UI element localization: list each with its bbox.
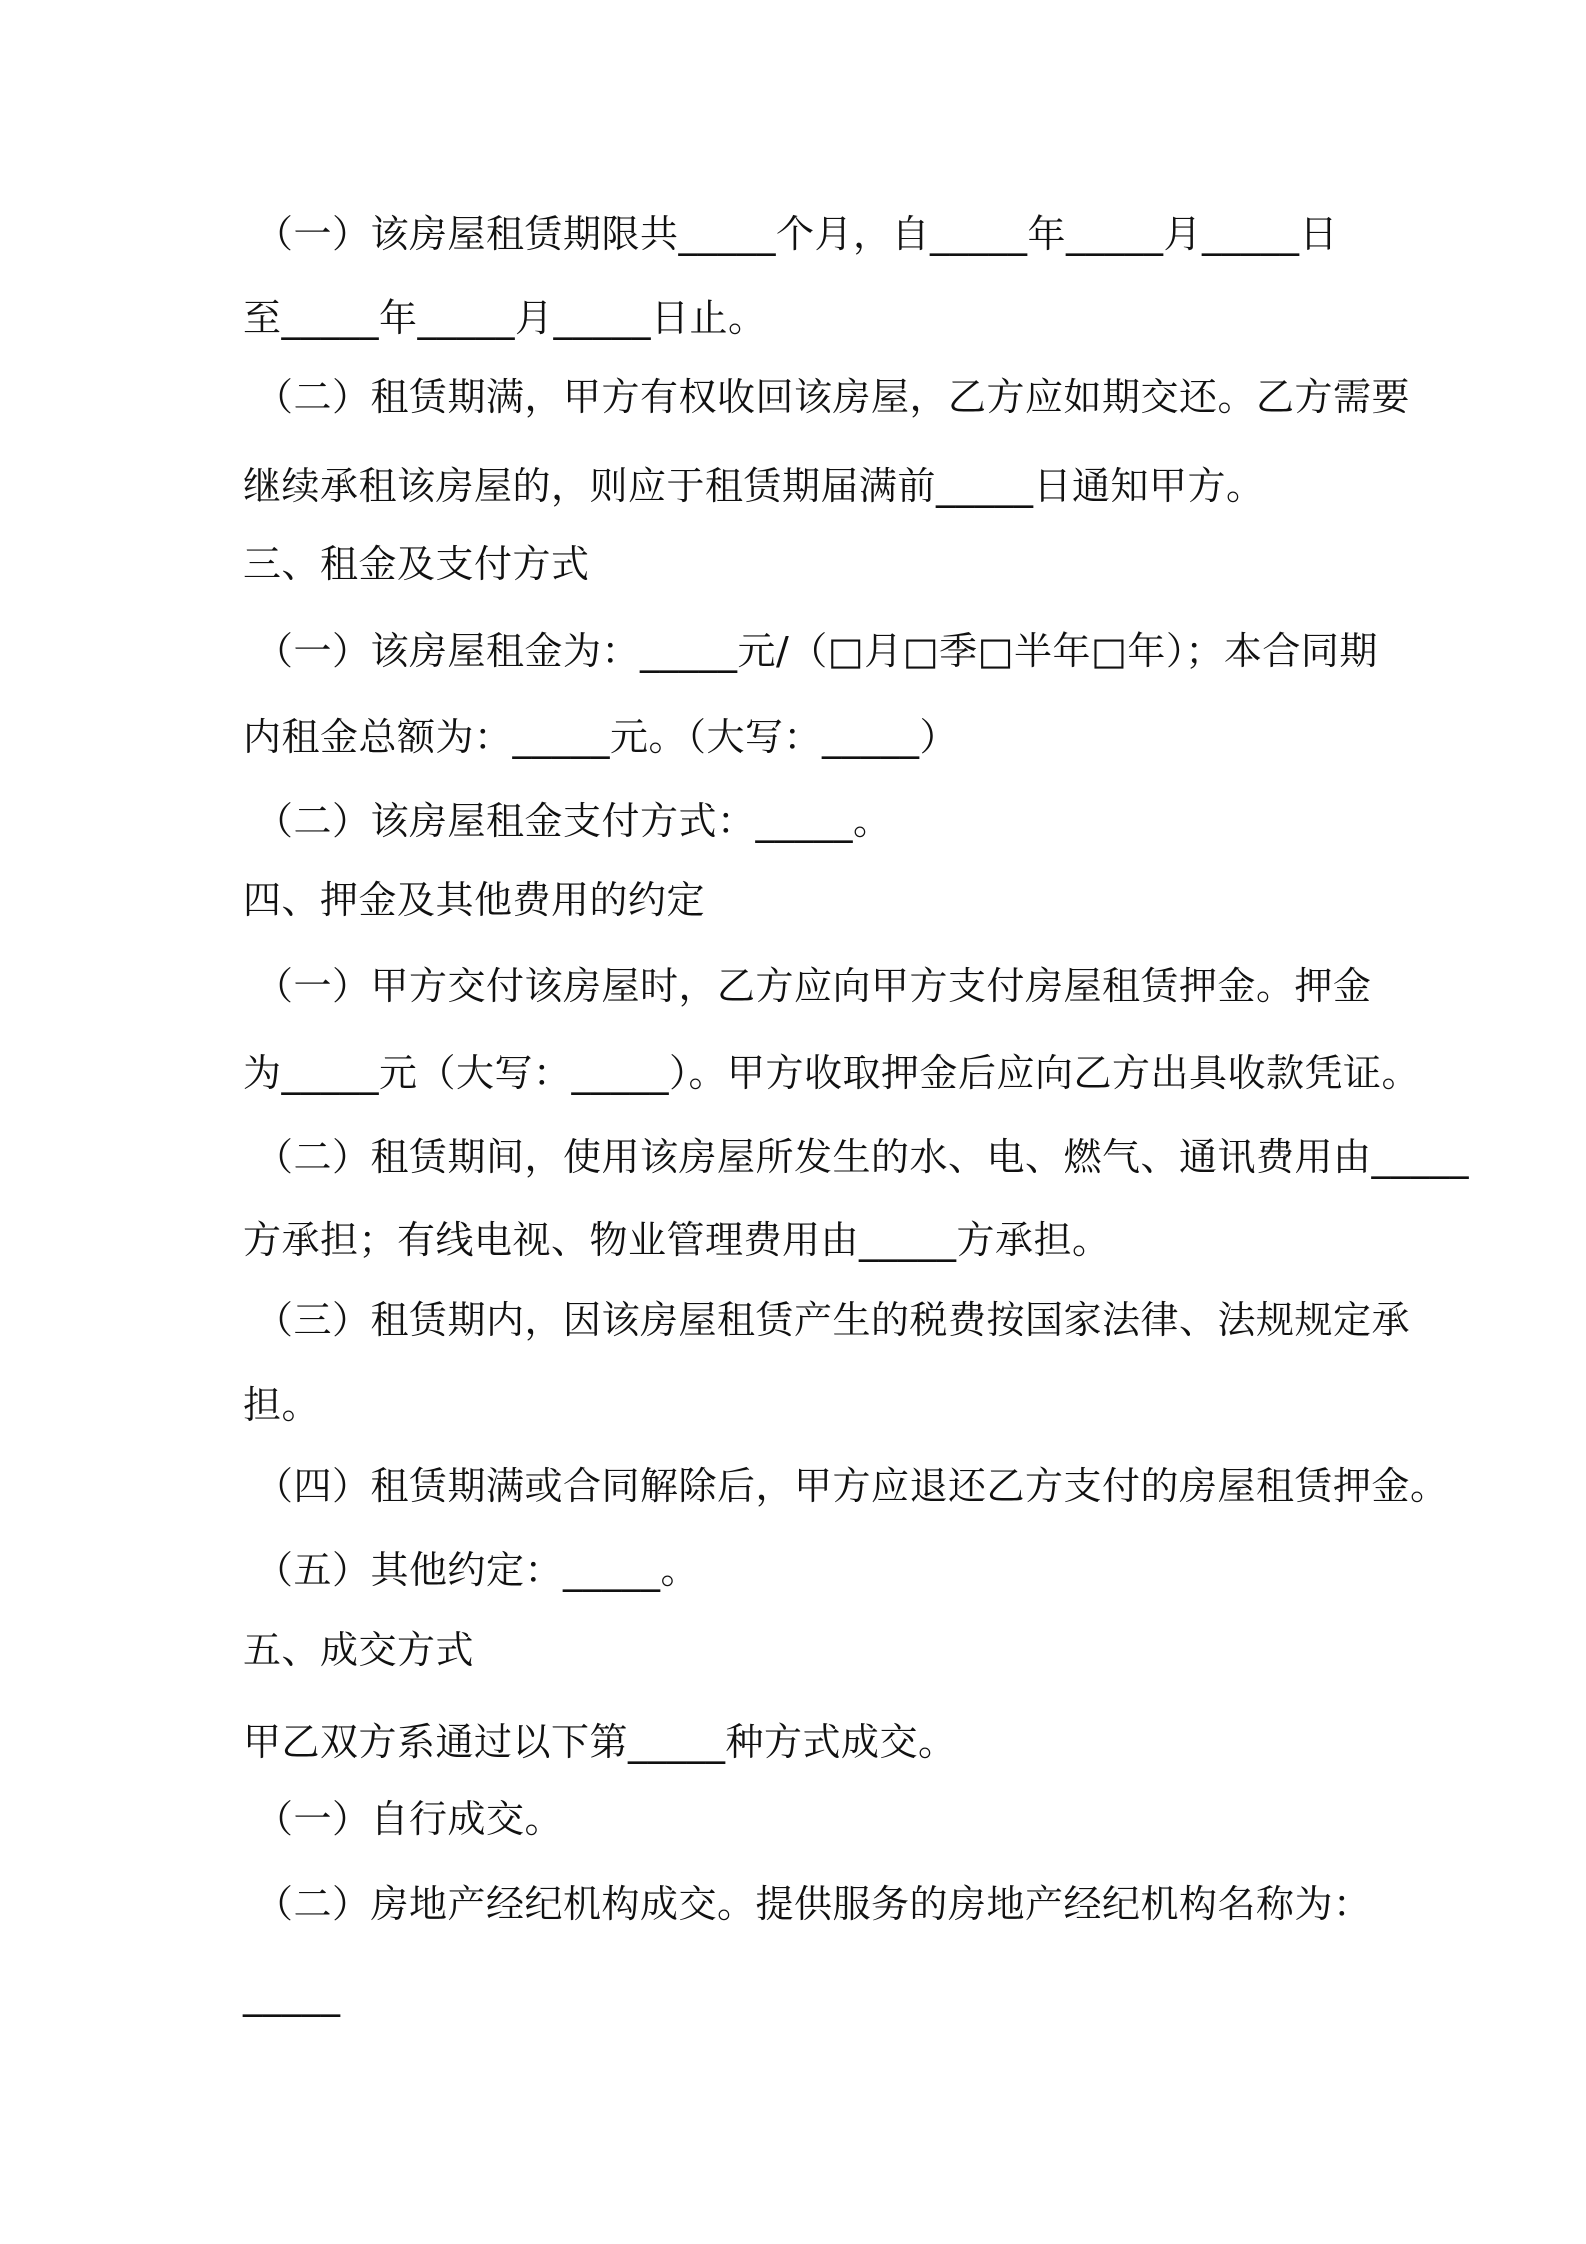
clause-taxes-line-2: 担。 [243, 1383, 321, 1427]
clause-utilities-line-2: 方承担；有线电视、物业管理费用由_____方承担。 [243, 1218, 1111, 1262]
clause-term-line-1: （一）该房屋租赁期限共_____个月，自_____年_____月_____日 [255, 212, 1339, 256]
clause-deposit-line-1: （一）甲方交付该房屋时，乙方应向甲方支付房屋租赁押金。押金 [255, 964, 1372, 1008]
clause-rent-amount-line-2: 内租金总额为：_____元。（大写：_____） [243, 715, 959, 759]
clause-expiry-line-1: （二）租赁期满，甲方有权收回该房屋，乙方应如期交还。乙方需要 [255, 375, 1411, 419]
transaction-option-self: （一）自行成交。 [255, 1797, 564, 1841]
clause-rent-payment: （二）该房屋租金支付方式：_____。 [255, 799, 892, 843]
clause-rent-amount-line-1: （一）该房屋租金为：_____元/（□月□季□半年□年）；本合同期 [255, 629, 1378, 673]
clause-expiry-line-2: 继续承租该房屋的，则应于租赁期届满前_____日通知甲方。 [243, 464, 1265, 508]
agency-name-blank: _____ [243, 1973, 341, 2017]
transaction-method-line: 甲乙双方系通过以下第_____种方式成交。 [243, 1720, 957, 1764]
clause-other-terms: （五）其他约定：_____。 [255, 1548, 700, 1592]
section-heading-deposit: 四、押金及其他费用的约定 [243, 878, 706, 922]
section-heading-transaction: 五、成交方式 [243, 1628, 475, 1672]
clause-taxes-line-1: （三）租赁期内，因该房屋租赁产生的税费按国家法律、法规规定承 [255, 1298, 1411, 1342]
section-heading-rent: 三、租金及支付方式 [243, 542, 590, 586]
clause-deposit-refund: （四）租赁期满或合同解除后，甲方应退还乙方支付的房屋租赁押金。 [255, 1464, 1449, 1508]
clause-deposit-line-2: 为_____元（大写：_____）。甲方收取押金后应向乙方出具收款凭证。 [243, 1051, 1421, 1095]
clause-term-line-2: 至_____年_____月_____日止。 [243, 296, 767, 340]
transaction-option-agency: （二）房地产经纪机构成交。提供服务的房地产经纪机构名称为： [255, 1882, 1372, 1926]
clause-utilities-line-1: （二）租赁期间，使用该房屋所发生的水、电、燃气、通讯费用由_____ [255, 1135, 1470, 1179]
